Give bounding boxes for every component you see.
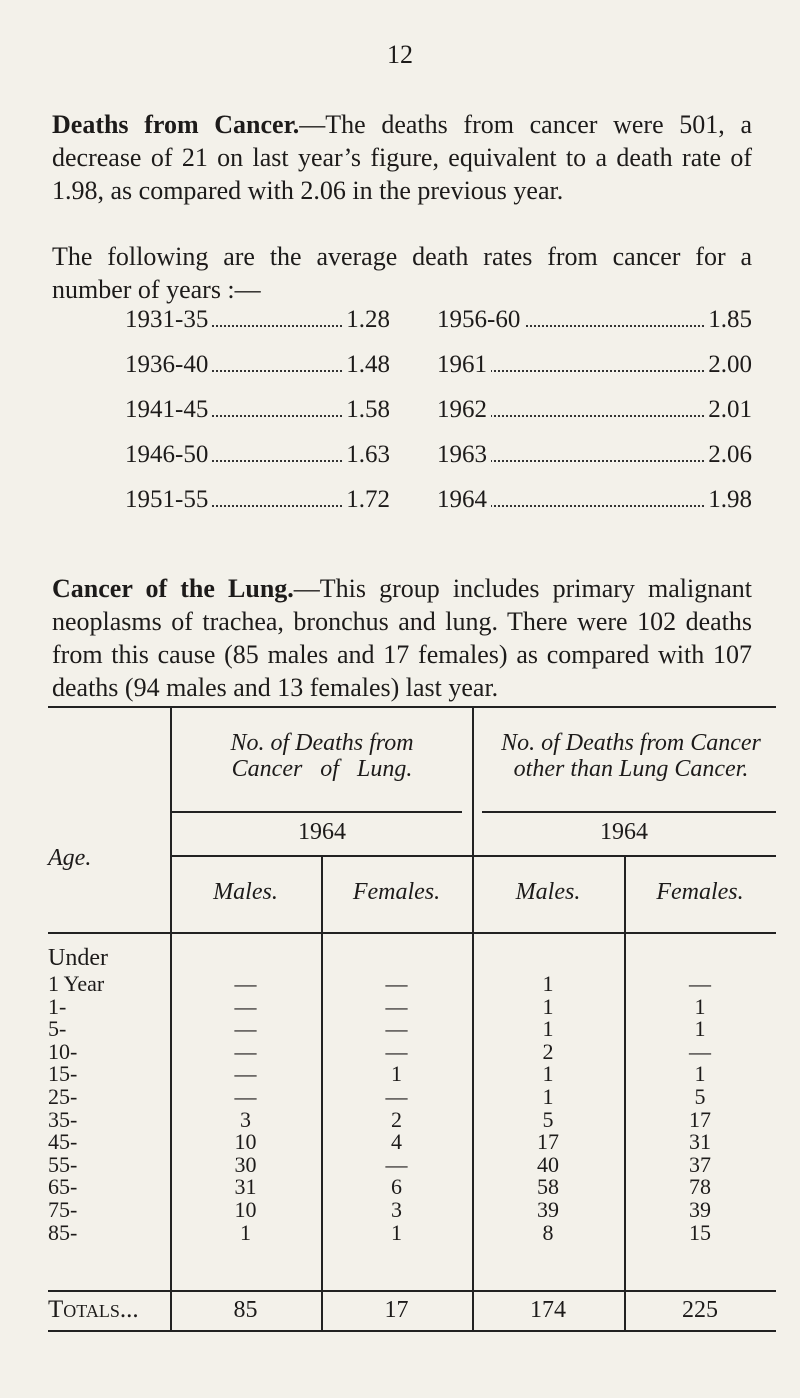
other-females-cell: 5 [694, 1084, 706, 1109]
other-males-cell: 1 [542, 993, 554, 1019]
other-males-cell: 40 [537, 1151, 559, 1177]
col-females-2: Females. [656, 879, 744, 905]
rate-period: 1962 [437, 395, 491, 425]
rate-value: 1.98 [704, 485, 752, 515]
lung-females-cell: 3 [391, 1197, 402, 1222]
lung-females-cell: 1 [391, 1061, 402, 1087]
rates-right-column [437, 305, 752, 530]
other-males-cell: 5 [542, 1106, 554, 1132]
age-cell: 15- [48, 1061, 78, 1087]
lung-males-cell: — [234, 1038, 257, 1064]
rate-value: 1.28 [342, 305, 390, 335]
rate-row [437, 395, 752, 440]
age-cell: 45- [48, 1129, 78, 1155]
rate-row [437, 305, 752, 350]
rate-period: 1956-60 [437, 305, 524, 335]
group1-rule [172, 811, 462, 813]
age-cell: 1 Year [48, 971, 105, 996]
rate-row [437, 440, 752, 485]
rate-period: 1961 [437, 350, 491, 380]
rate-value: 1.72 [342, 485, 390, 515]
rate-row [437, 485, 752, 530]
other-males-cell: 1 [542, 1084, 554, 1109]
other-females-cell: 31 [689, 1129, 711, 1155]
lung-males-cell: 10 [234, 1129, 257, 1155]
other-females-cell: 17 [689, 1106, 711, 1132]
lung-cancer-paragraph [52, 572, 752, 704]
other-males-cell: 8 [542, 1219, 554, 1245]
col-females-1: Females. [352, 879, 441, 905]
rate-period: 1964 [437, 485, 491, 515]
other-males-cell: 58 [537, 1174, 559, 1200]
deaths-from-cancer-heading: Deaths from Cancer. [52, 110, 300, 139]
other-females-cell: 15 [689, 1219, 711, 1245]
table-bottom-rule [48, 1330, 776, 1332]
other-males-cell: 1 [542, 1016, 554, 1042]
lung-females-cell: — [385, 993, 408, 1019]
total-lung-females: 17 [384, 1297, 409, 1323]
rate-row [125, 395, 390, 440]
other-females-cell: — [689, 971, 711, 996]
age-cell: 55- [48, 1151, 78, 1177]
col-divider [472, 706, 474, 1331]
lung-males-cell: — [234, 993, 257, 1019]
other-females-cell: 1 [694, 1061, 706, 1087]
col-males-1: Males. [213, 879, 278, 905]
rate-period: 1941-45 [125, 395, 212, 425]
rate-row [125, 440, 390, 485]
other-females-cell: 78 [689, 1174, 711, 1200]
lung-females-cell: — [385, 1151, 408, 1177]
group2-header-line2: other than Lung Cancer. [513, 756, 749, 782]
totals-top-rule [48, 1290, 776, 1292]
rate-value: 2.00 [704, 350, 752, 380]
other-males-cell: 1 [542, 1061, 554, 1087]
other-males-cell: 1 [542, 971, 554, 996]
lung-cancer-text: —This group includes primary malignant neoplasms of trachea, bronchus and lung. There were 102 deaths from this cause (85 males and 17 females) as compared with 107 deaths (94 males and 13 females) last year. [52, 574, 752, 702]
other-males-cell: 17 [537, 1129, 559, 1155]
age-cell: 1- [48, 993, 67, 1019]
other-females-cell: 39 [689, 1197, 711, 1222]
totals-label: Totals... [48, 1296, 139, 1323]
age-cell: 35- [48, 1106, 78, 1132]
table-top-rule [48, 706, 776, 708]
age-cell: 65- [48, 1174, 78, 1200]
rate-value: 1.63 [342, 440, 390, 470]
lung-males-cell: — [234, 971, 257, 996]
col-divider [321, 855, 323, 1331]
lung-females-cell: 2 [391, 1106, 402, 1132]
group2-rule [482, 811, 776, 813]
other-females-cell: 37 [689, 1151, 711, 1177]
other-females-cell: 1 [694, 1016, 706, 1042]
rate-row [437, 350, 752, 395]
total-other-females: 225 [682, 1297, 718, 1323]
rate-row [125, 305, 390, 350]
rate-period: 1946-50 [125, 440, 212, 470]
lung-females-cell: — [385, 971, 408, 996]
age-under-label: Under [48, 945, 108, 971]
other-males-cell: 2 [542, 1038, 554, 1064]
rate-period: 1936-40 [125, 350, 212, 380]
rate-row [125, 485, 390, 530]
deaths-from-cancer-paragraph [52, 108, 752, 207]
year-header-2: 1964 [600, 819, 648, 845]
rate-period: 1951-55 [125, 485, 212, 515]
lung-males-cell: 30 [234, 1151, 257, 1177]
other-females-cell: 1 [694, 993, 706, 1019]
lung-females-cell: 4 [391, 1129, 402, 1155]
header-bottom-rule [48, 932, 776, 934]
age-cell: 85- [48, 1219, 78, 1245]
lung-males-cell: 1 [240, 1219, 251, 1245]
other-males-cell: 39 [537, 1197, 559, 1222]
col-divider [624, 855, 626, 1331]
age-cell: 10- [48, 1038, 78, 1064]
year-rule [170, 855, 776, 857]
page-number: 12 [387, 40, 413, 69]
rate-value: 2.01 [704, 395, 752, 425]
group2-header-line1: No. of Deaths from Cancer [501, 730, 761, 756]
deaths-from-cancer-text: —The deaths from cancer were 501, a decrease of 21 on last year’s figure, equivalent to a death rate of 1.98, as compared with 2.06 in the previous year. [52, 110, 752, 205]
col-divider [170, 706, 172, 1331]
lung-males-cell: 31 [234, 1174, 257, 1200]
lung-males-cell: — [234, 1016, 257, 1042]
group1-header-line2: Cancer of Lung. [231, 756, 413, 782]
other-females-cell: — [689, 1038, 711, 1064]
lung-females-cell: 1 [391, 1219, 402, 1245]
lung-males-cell: — [234, 1061, 257, 1087]
lung-females-cell: — [385, 1038, 408, 1064]
rate-value: 2.06 [704, 440, 752, 470]
rate-row [125, 350, 390, 395]
rate-value: 1.58 [342, 395, 390, 425]
rate-period: 1963 [437, 440, 491, 470]
rate-value: 1.48 [342, 350, 390, 380]
rate-value: 1.85 [704, 305, 752, 335]
year-header-1: 1964 [298, 819, 346, 845]
col-males-2: Males. [515, 879, 581, 905]
lung-females-cell: — [385, 1084, 408, 1109]
lung-females-cell: — [385, 1016, 408, 1042]
lung-males-cell: — [234, 1084, 257, 1109]
group1-header-line1: No. of Deaths from [230, 730, 414, 756]
total-other-males: 174 [530, 1297, 566, 1323]
total-lung-males: 85 [233, 1297, 258, 1323]
lung-cancer-heading: Cancer of the Lung. [52, 574, 294, 603]
rates-left-column [125, 305, 390, 530]
rate-period: 1931-35 [125, 305, 212, 335]
lung-females-cell: 6 [391, 1174, 402, 1200]
lung-males-cell: 3 [240, 1106, 251, 1132]
average-rates-intro: The following are the average death rates from cancer for a number of years :— [52, 242, 752, 304]
lung-males-cell: 10 [234, 1197, 257, 1222]
age-cell: 75- [48, 1197, 78, 1222]
age-cell: 5- [48, 1016, 67, 1042]
age-header: Age. [48, 845, 92, 871]
age-cell: 25- [48, 1084, 78, 1109]
